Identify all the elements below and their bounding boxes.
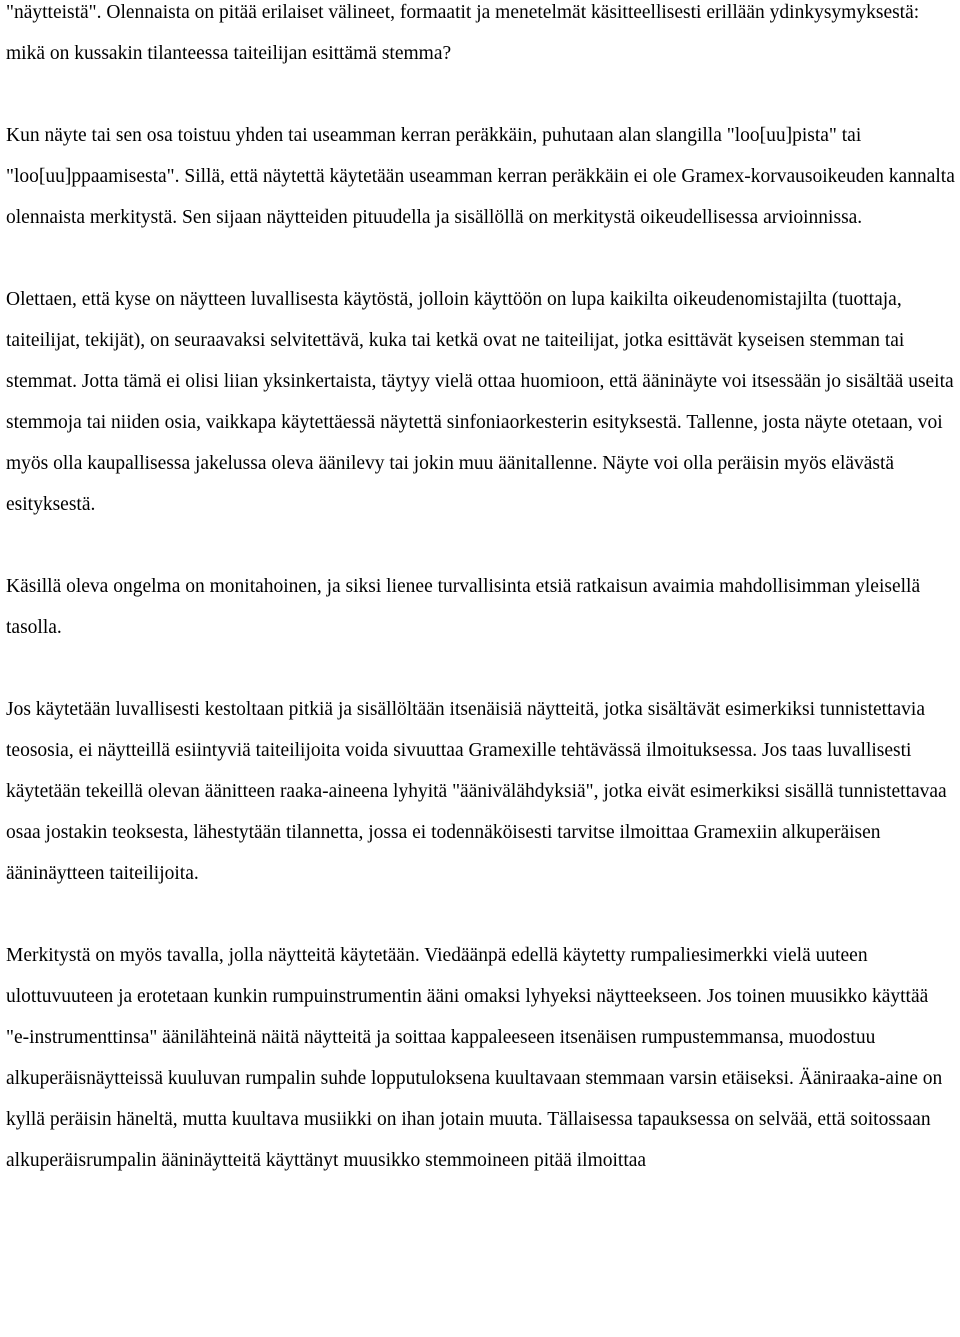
paragraph-4: Käsillä oleva ongelma on monitahoinen, ja siksi lienee turvallisinta etsiä ratkaisun avaimia mahdollisimman yleisellä tasolla. [6, 576, 921, 638]
paragraph-6: Merkitystä on myös tavalla, jolla näytteitä käytetään. Viedäänpä edellä käytetty rumpaliesimerkki vielä uuteen ulottuvuuteen ja erotetaan kunkin rumpuinstrumentin ääni omaksi lyhyeksi näytteekseen. Jos toinen muusikko käyttää "e-instrumenttinsa" äänilähteinä näitä näytteitä ja soittaa kappaleeseen itsenäisen rumpustemmansa, muodostuu alkuperäisnäytteissä kuuluvan rumpalin suhde lopputuloksena kuultavaan stemmaan varsin etäiseksi. Ääniraaka-aine on kyllä peräisin häneltä, mutta kuultava musiikki on ihan jotain muuta. Tällaisessa tapauksessa on selvää, että soitossaan alkuperäisrumpalin ääninäytteitä käyttänyt muusikko stemmoineen pitää ilmoittaa [6, 945, 943, 1171]
document-page [6, 0, 956, 1181]
paragraph-1: "näytteistä". Olennaista on pitää erilaiset välineet, formaatit ja menetelmät käsitteellisesti erillään ydinkysymyksestä: mikä on kussakin tilanteessa taiteilijan esittämä stemma? [6, 2, 920, 64]
paragraph-5: Jos käytetään luvallisesti kestoltaan pitkiä ja sisällöltään itsenäisiä näytteitä, jotka sisältävät esimerkiksi tunnistettavia teososia, ei näytteillä esiintyviä taiteilijoita voida sivuuttaa Gramexille tehtävässä ilmoituksessa. Jos taas luvallisesti käytetään tekeillä olevan äänitteen raaka-aineena lyhyitä "äänivälähdyksiä", jotka eivät esimerkiksi sisällä tunnistettavaa osaa jostakin teoksesta, lähestytään tilannetta, jossa ei todennäköisesti tarvitse ilmoittaa Gramexiin alkuperäisen ääninäytteen taiteilijoita. [6, 699, 947, 884]
paragraph-3: Olettaen, että kyse on näytteen luvallisesta käytöstä, jolloin käyttöön on lupa kaikilta oikeudenomistajilta (tuottaja, taiteilijat, tekijät), on seuraavaksi selvitettävä, kuka tai ketkä ovat ne taiteilijat, jotka esittävät kyseisen stemman tai stemmat. Jotta tämä ei olisi liian yksinkertaista, täytyy vielä ottaa huomioon, että ääninäyte voi itsessään jo sisältää useita stemmoja tai niiden osia, vaikkapa käytettäessä näytettä sinfoniaorkesterin esityksestä. Tallenne, josta näyte otetaan, voi myös olla kaupallisessa jakelussa oleva äänilevy tai jokin muu äänitallenne. Näyte voi olla peräisin myös elävästä esityksestä. [6, 289, 954, 515]
paragraph-2: Kun näyte tai sen osa toistuu yhden tai useamman kerran peräkkäin, puhutaan alan slangilla "loo[uu]pista" tai "loo[uu]ppaamisesta". Sillä, että näytettä käytetään useamman kerran peräkkäin ei ole Gramex-korvausoikeuden kannalta olennaista merkitystä. Sen sijaan näytteiden pituudella ja sisällöllä on merkitystä oikeudellisessa arvioinnissa. [6, 125, 955, 228]
